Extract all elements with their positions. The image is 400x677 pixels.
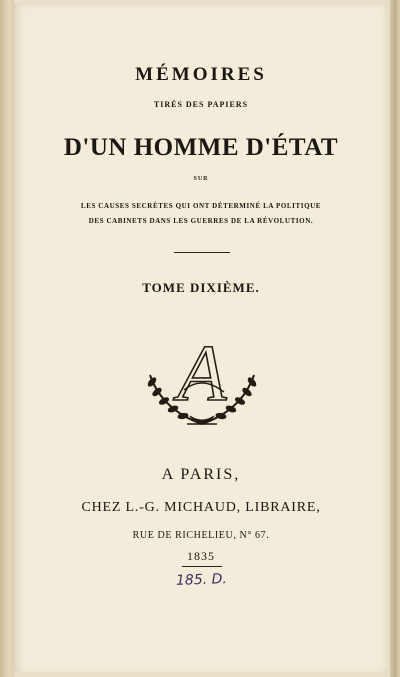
book-main-title: D'UN HOMME D'ÉTAT xyxy=(63,134,339,161)
publisher-name: CHEZ L.-G. MICHAUD, LIBRAIRE, xyxy=(81,500,321,515)
book-title: MÉMOIRES xyxy=(135,64,267,85)
monogram-letter: A xyxy=(177,330,227,418)
description-line-1: LES CAUSES SECRÈTES QUI ONT DÉTERMINÉ LA POLITIQUE xyxy=(80,202,322,210)
year-rule xyxy=(182,566,222,567)
handwritten-shelfmark: 185. D. xyxy=(175,571,228,589)
publication-city: A PARIS, xyxy=(161,466,241,483)
description-line-2: DES CABINETS DANS LES GUERRES DE LA RÉVOLUTION. xyxy=(88,217,314,225)
title-page xyxy=(14,4,388,673)
connector-word: SUR xyxy=(193,176,209,182)
volume-label: TOME DIXIÈME. xyxy=(142,280,260,295)
book-subtitle: TIRÉS DES PAPIERS xyxy=(153,100,249,109)
publication-year: 1835 xyxy=(187,549,215,563)
book-edge-right xyxy=(390,0,400,677)
publisher-address: RUE DE RICHELIEU, N° 67. xyxy=(132,530,270,541)
monogram-emblem xyxy=(132,320,272,435)
separator-rule xyxy=(174,252,230,253)
book-edge-left xyxy=(0,0,14,677)
